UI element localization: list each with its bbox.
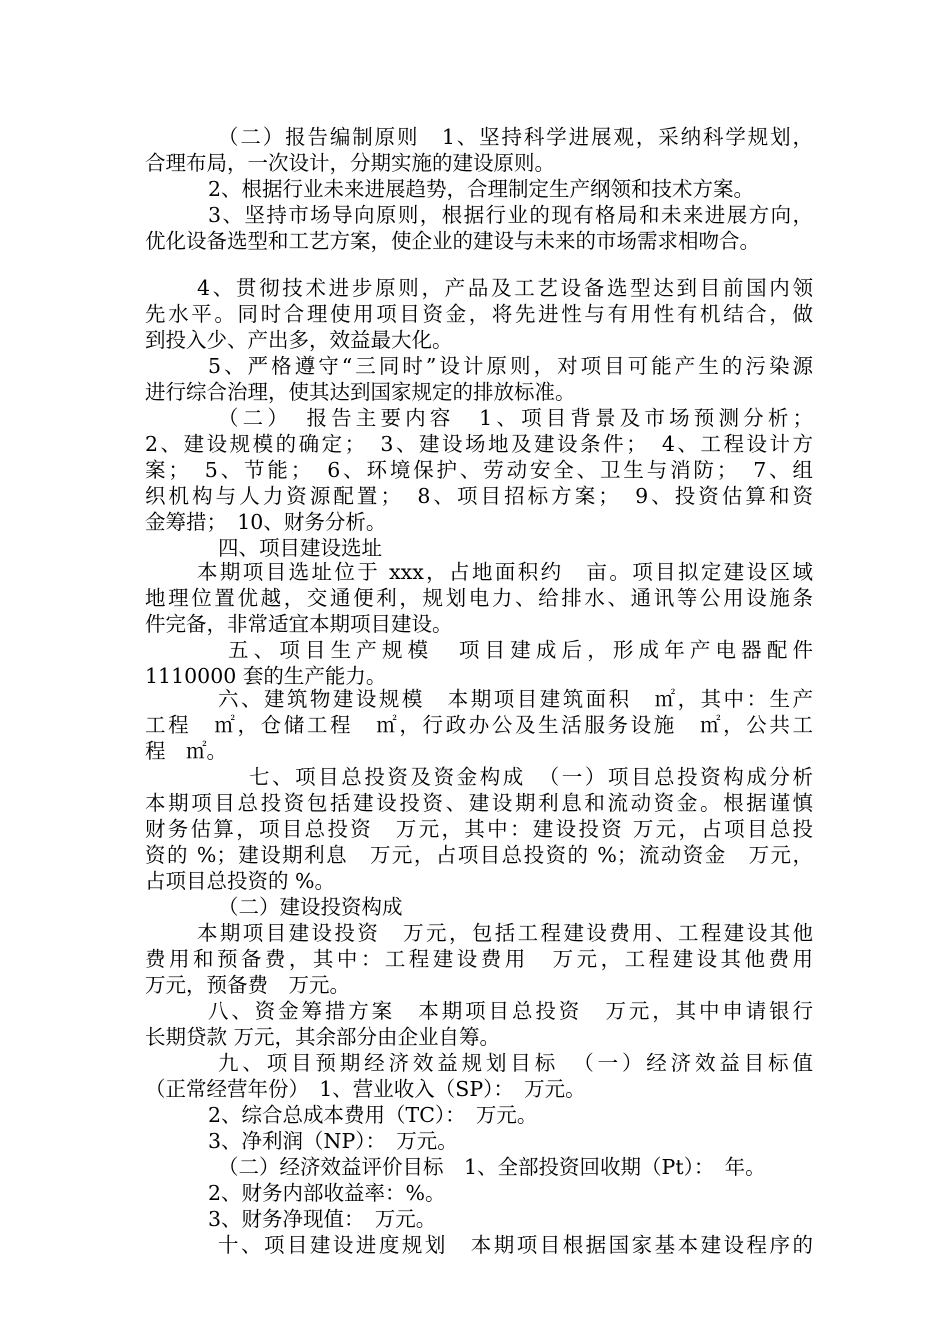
text-line: 件完备，非常适宜本期项目建设。 xyxy=(145,612,453,636)
text-line: 资的 %；建设期利息 万元，占项目总投资的 %；流动资金 万元， xyxy=(145,843,813,867)
text-line: 3、坚持市场导向原则，根据行业的现有格局和未来进展方向， xyxy=(208,203,813,227)
text-line: 六、建筑物建设规模 本期项目建筑面积 ㎡，其中：生产 xyxy=(218,687,813,711)
text-line: 2、建设规模的确定； 3、建设场地及建设条件； 4、工程设计方 xyxy=(145,432,813,456)
text-line: 四、项目建设选址 xyxy=(218,536,382,560)
text-line: 合理布局，一次设计，分期实施的建设原则。 xyxy=(145,151,555,175)
text-line: （二）报告编制原则 1、坚持科学进展观，采纳科学规划， xyxy=(218,125,813,149)
text-line: 十、项目建设进度规划 本期项目根据国家基本建设程序的 xyxy=(218,1233,813,1257)
text-line: 金筹措； 10、财务分析。 xyxy=(145,510,387,534)
text-line: 程 ㎡。 xyxy=(145,739,227,763)
text-line: （二）经济效益评价目标 1、全部投资回收期（Pt）： 年。 xyxy=(218,1155,766,1179)
text-line: 5、严格遵守“三同时”设计原则，对项目可能产生的污染源 xyxy=(208,354,813,378)
text-line: 优化设备选型和工艺方案，使企业的建设与未来的市场需求相吻合。 xyxy=(145,229,760,253)
text-line: 五、项目生产规模 项目建成后，形成年产电器配件 xyxy=(228,638,813,662)
text-line: 3、净利润（NP）： 万元。 xyxy=(208,1129,458,1153)
text-line: 本期项目总投资包括建设投资、建设期利息和流动资金。根据谨慎 xyxy=(145,791,813,815)
text-line: 财务估算，项目总投资 万元，其中：建设投资 万元，占项目总投 xyxy=(145,817,813,841)
text-line: （二） 报告主要内容 1、项目背景及市场预测分析； xyxy=(218,406,813,430)
text-line: 2、根据行业未来进展趋势，合理制定生产纲领和技术方案。 xyxy=(208,177,755,201)
text-line: 万元，预备费 万元。 xyxy=(145,973,350,997)
text-line: 案； 5、节能； 6、环境保护、劳动安全、卫生与消防； 7、组 xyxy=(145,458,813,482)
text-line: 先水平。同时合理使用项目资金，将先进性与有用性有机结合，做 xyxy=(145,302,813,326)
text-line: （正常经营年份） 1、营业收入（SP）： 万元。 xyxy=(145,1077,586,1101)
text-line: 本期项目选址位于 xxx，占地面积约 亩。项目拟定建设区域 xyxy=(197,560,813,584)
text-line: （二）建设投资构成 xyxy=(218,895,403,919)
text-line: 七、项目总投资及资金构成 （一）项目总投资构成分析 xyxy=(249,765,813,789)
text-line: 八、资金筹措方案 本期项目总投资 万元，其中申请银行 xyxy=(208,999,813,1023)
text-line: 长期贷款 万元，其余部分由企业自筹。 xyxy=(145,1025,501,1049)
text-line: 2、财务内部收益率：%。 xyxy=(208,1181,446,1205)
text-line: 3、财务净现值： 万元。 xyxy=(208,1207,437,1231)
text-line: 2、综合总成本费用（TC）： 万元。 xyxy=(208,1103,538,1127)
text-line: 费用和预备费，其中：工程建设费用 万元，工程建设其他费用 xyxy=(145,947,813,971)
text-line: 织机构与人力资源配置； 8、项目招标方案； 9、投资估算和资 xyxy=(145,484,813,508)
text-line: 4、贯彻技术进步原则，产品及工艺设备选型达到目前国内领 xyxy=(197,276,813,300)
text-line: 1110000 套的生产能力。 xyxy=(145,664,387,688)
text-line: 到投入少、产出多，效益最大化。 xyxy=(145,328,453,352)
text-line: 占项目总投资的 %。 xyxy=(145,869,335,893)
text-line: 工程 ㎡，仓储工程 ㎡，行政办公及生活服务设施 ㎡，公共工 xyxy=(145,713,813,737)
text-line: 九、项目预期经济效益规划目标 （一）经济效益目标值 xyxy=(218,1051,813,1075)
text-line: 地理位置优越，交通便利，规划电力、给排水、通讯等公用设施条 xyxy=(145,586,813,610)
text-line: 本期项目建设投资 万元，包括工程建设费用、工程建设其他 xyxy=(197,921,813,945)
text-line: 进行综合治理，使其达到国家规定的排放标准。 xyxy=(145,380,576,404)
